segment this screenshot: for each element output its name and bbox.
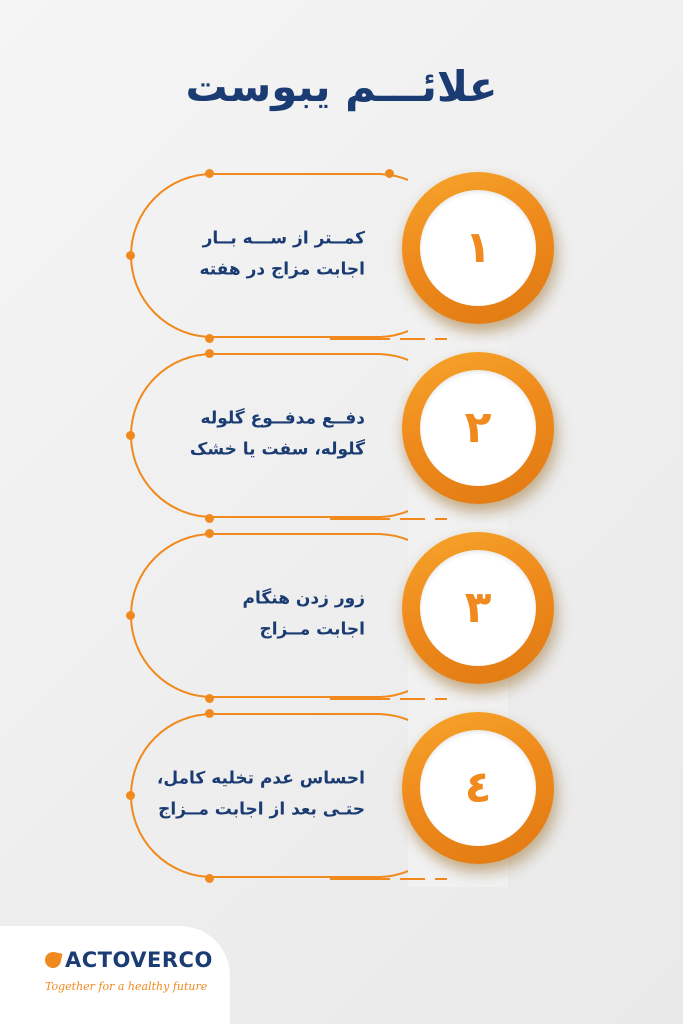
badge-number: ١: [464, 222, 492, 273]
list-item-text: [135, 404, 365, 467]
list-item: [0, 705, 683, 885]
page-title: علائـــم یبوست: [185, 62, 498, 111]
list-item-text: [135, 224, 365, 287]
connector-dash: [330, 518, 390, 520]
connector-dash: [330, 338, 390, 340]
connector-dot: [205, 334, 214, 343]
connector-dot: [205, 514, 214, 523]
connector-dot: [126, 431, 135, 440]
connector-dot: [126, 611, 135, 620]
list-item-line2: گلوله، سفت یا خشک: [189, 440, 365, 460]
connector-dot: [126, 791, 135, 800]
step-badge: [390, 340, 570, 530]
connector-dot: [205, 694, 214, 703]
badge-number: ٢: [464, 402, 492, 453]
brand-tagline: Together for a healthy future: [45, 980, 208, 993]
badge-inner: [420, 190, 536, 306]
step-badge: [390, 160, 570, 350]
connector-dash: [330, 878, 390, 880]
symptom-list: [0, 165, 683, 885]
brand-footer: [0, 926, 230, 1024]
badge-number: ٤: [464, 762, 492, 813]
list-item-text: [135, 584, 365, 647]
list-item-line1: زور زدن هنگام: [242, 588, 365, 609]
connector-dot: [205, 169, 214, 178]
list-item: [0, 345, 683, 525]
list-item: [0, 525, 683, 705]
connector-dot: [126, 251, 135, 260]
leaf-icon: [44, 951, 63, 970]
connector-dot: [205, 874, 214, 883]
badge-number: ٣: [464, 582, 492, 633]
list-item-line2: اجابت مزاج در هفته: [199, 260, 365, 280]
badge-inner: [420, 730, 536, 846]
connector-dot: [205, 529, 214, 538]
connector-dot: [205, 709, 214, 718]
step-badge: [390, 700, 570, 890]
list-item-line1: احساس عدم تخلیه کامل،: [156, 768, 365, 789]
connector-dot: [205, 349, 214, 358]
list-item-line1: كمــتر از ســـه بــار: [202, 228, 365, 249]
list-item-line1: دفــع مدفــوع گلوله: [200, 408, 365, 429]
brand-logo: [45, 948, 213, 972]
list-item-line2: حتـی بعد از اجابت مــزاج: [158, 800, 365, 820]
badge-inner: [420, 370, 536, 486]
list-item-text: [135, 764, 365, 827]
list-item: [0, 165, 683, 345]
connector-dash: [330, 698, 390, 700]
list-item-line2: اجابت مــزاج: [259, 620, 365, 640]
badge-inner: [420, 550, 536, 666]
step-badge: [390, 520, 570, 710]
brand-name: ACTOVERCO: [65, 948, 213, 972]
